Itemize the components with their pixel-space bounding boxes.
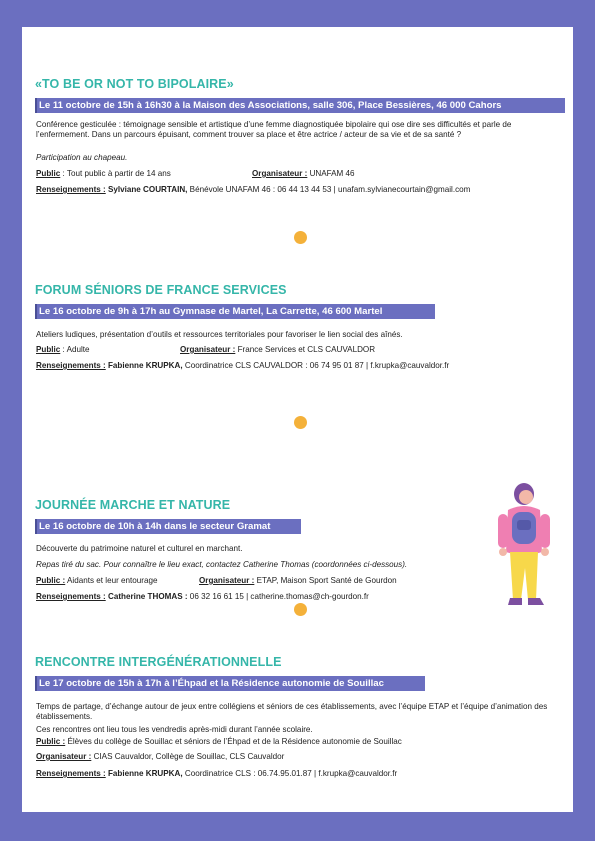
renseignements-line	[36, 185, 470, 195]
organisateur-value: CIAS Cauvaldor, Collège de Souillac, CLS Cauvaldor	[91, 752, 285, 761]
contact-name: Sylviane COURTAIN,	[105, 185, 188, 194]
event-description: Découverte du patrimoine naturel et culturel en marchant.	[36, 544, 243, 553]
hiker-with-backpack-illustration	[488, 482, 562, 607]
event-description-2: Ces rencontres ont lieu tous les vendredis après-midi durant l’année scolaire.	[36, 725, 313, 734]
event-title: FORUM SÉNIORS DE FRANCE SERVICES	[35, 283, 287, 297]
separator-dot	[294, 231, 307, 244]
organisateur-value: France Services et CLS CAUVALDOR	[235, 345, 376, 354]
renseignements-line	[36, 592, 369, 602]
public-label: Public :	[36, 737, 66, 746]
event-description: Temps de partage, d’échange autour de jeux entre collégiens et séniors de ces établissements, avec l’équipe ETAP et l’équipe d’animation des établissements.	[36, 702, 548, 721]
organisateur-label: Organisateur :	[180, 345, 236, 354]
event-title: «TO BE OR NOT TO BIPOLAIRE»	[35, 77, 234, 91]
event-description: Ateliers ludiques, présentation d’outils et ressources territoriales pour favoriser le lien social des aînés.	[36, 330, 403, 339]
contact-name: Catherine THOMAS :	[105, 592, 188, 601]
organisateur-value: UNAFAM 46	[307, 169, 355, 178]
contact-name: Fabienne KRUPKA,	[105, 361, 183, 370]
renseignements-line	[36, 769, 397, 779]
public-label: Public	[36, 345, 61, 354]
renseignements-label: Renseignements :	[36, 185, 106, 194]
public-label: Public	[36, 169, 61, 178]
contact-details: 06 32 16 61 15 | catherine.thomas@ch-gourdon.fr	[187, 592, 369, 601]
event-note: Participation au chapeau.	[36, 153, 128, 162]
event-note: Repas tiré du sac. Pour connaître le lieu exact, contactez Catherine Thomas (coordonnées ci-dessous).	[36, 560, 408, 569]
event-date-banner: Le 11 octobre de 15h à 16h30 à la Maison des Associations, salle 306, Place Bessières, 46 000 Cahors	[35, 98, 565, 113]
public-line	[36, 737, 402, 747]
organisateur-label: Organisateur :	[199, 576, 255, 585]
event-date-banner: Le 16 octobre de 10h à 14h dans le secteur Gramat	[35, 519, 301, 534]
public-label: Public :	[36, 576, 66, 585]
event-date-banner: Le 16 octobre de 9h à 17h au Gymnase de Martel, La Carrette, 46 600 Martel	[35, 304, 435, 319]
public-value: : Adulte	[60, 345, 90, 354]
organisateur-line	[252, 169, 355, 179]
organisateur-label: Organisateur :	[252, 169, 308, 178]
event-date-banner: Le 17 octobre de 15h à 17h à l’Éhpad et la Résidence autonomie de Souillac	[35, 676, 425, 691]
contact-details: Coordinatrice CLS : 06.74.95.01.87 | f.krupka@cauvaldor.fr	[182, 769, 398, 778]
public-line	[36, 345, 90, 355]
public-line	[36, 169, 171, 179]
event-description: Conférence gesticulée : témoignage sensible et artistique d’une femme diagnostiquée bipolaire qui ose dire ses difficultés et parle de l’enfermement. Dans un parcours épuisant, comment trouver sa place et être actrice / acteur de sa vie et de sa santé ?	[36, 120, 512, 139]
organisateur-line	[199, 576, 397, 586]
renseignements-label: Renseignements :	[36, 592, 106, 601]
renseignements-label: Renseignements :	[36, 361, 106, 370]
separator-dot	[294, 416, 307, 429]
event-title: JOURNÉE MARCHE ET NATURE	[35, 498, 231, 512]
public-value: Élèves du collège de Souillac et séniors de l’Éhpad et de la Résidence autonomie de Souillac	[65, 737, 402, 746]
organisateur-line	[36, 752, 284, 762]
organisateur-line	[180, 345, 375, 355]
contact-details: Coordinatrice CLS CAUVALDOR : 06 74 95 01 87 | f.krupka@cauvaldor.fr	[182, 361, 450, 370]
event-title: RENCONTRE INTERGÉNÉRATIONNELLE	[35, 655, 282, 669]
separator-dot	[294, 603, 307, 616]
public-value: : Tout public à partir de 14 ans	[60, 169, 171, 178]
renseignements-label: Renseignements :	[36, 769, 106, 778]
contact-details: Bénévole UNAFAM 46 : 06 44 13 44 53 | unafam.sylvianecourtain@gmail.com	[187, 185, 471, 194]
organisateur-label: Organisateur :	[36, 752, 92, 761]
public-line	[36, 576, 157, 586]
contact-name: Fabienne KRUPKA,	[105, 769, 183, 778]
public-value: Aidants et leur entourage	[65, 576, 158, 585]
organisateur-value: ETAP, Maison Sport Santé de Gourdon	[254, 576, 397, 585]
document-page	[22, 27, 573, 812]
renseignements-line	[36, 361, 449, 371]
